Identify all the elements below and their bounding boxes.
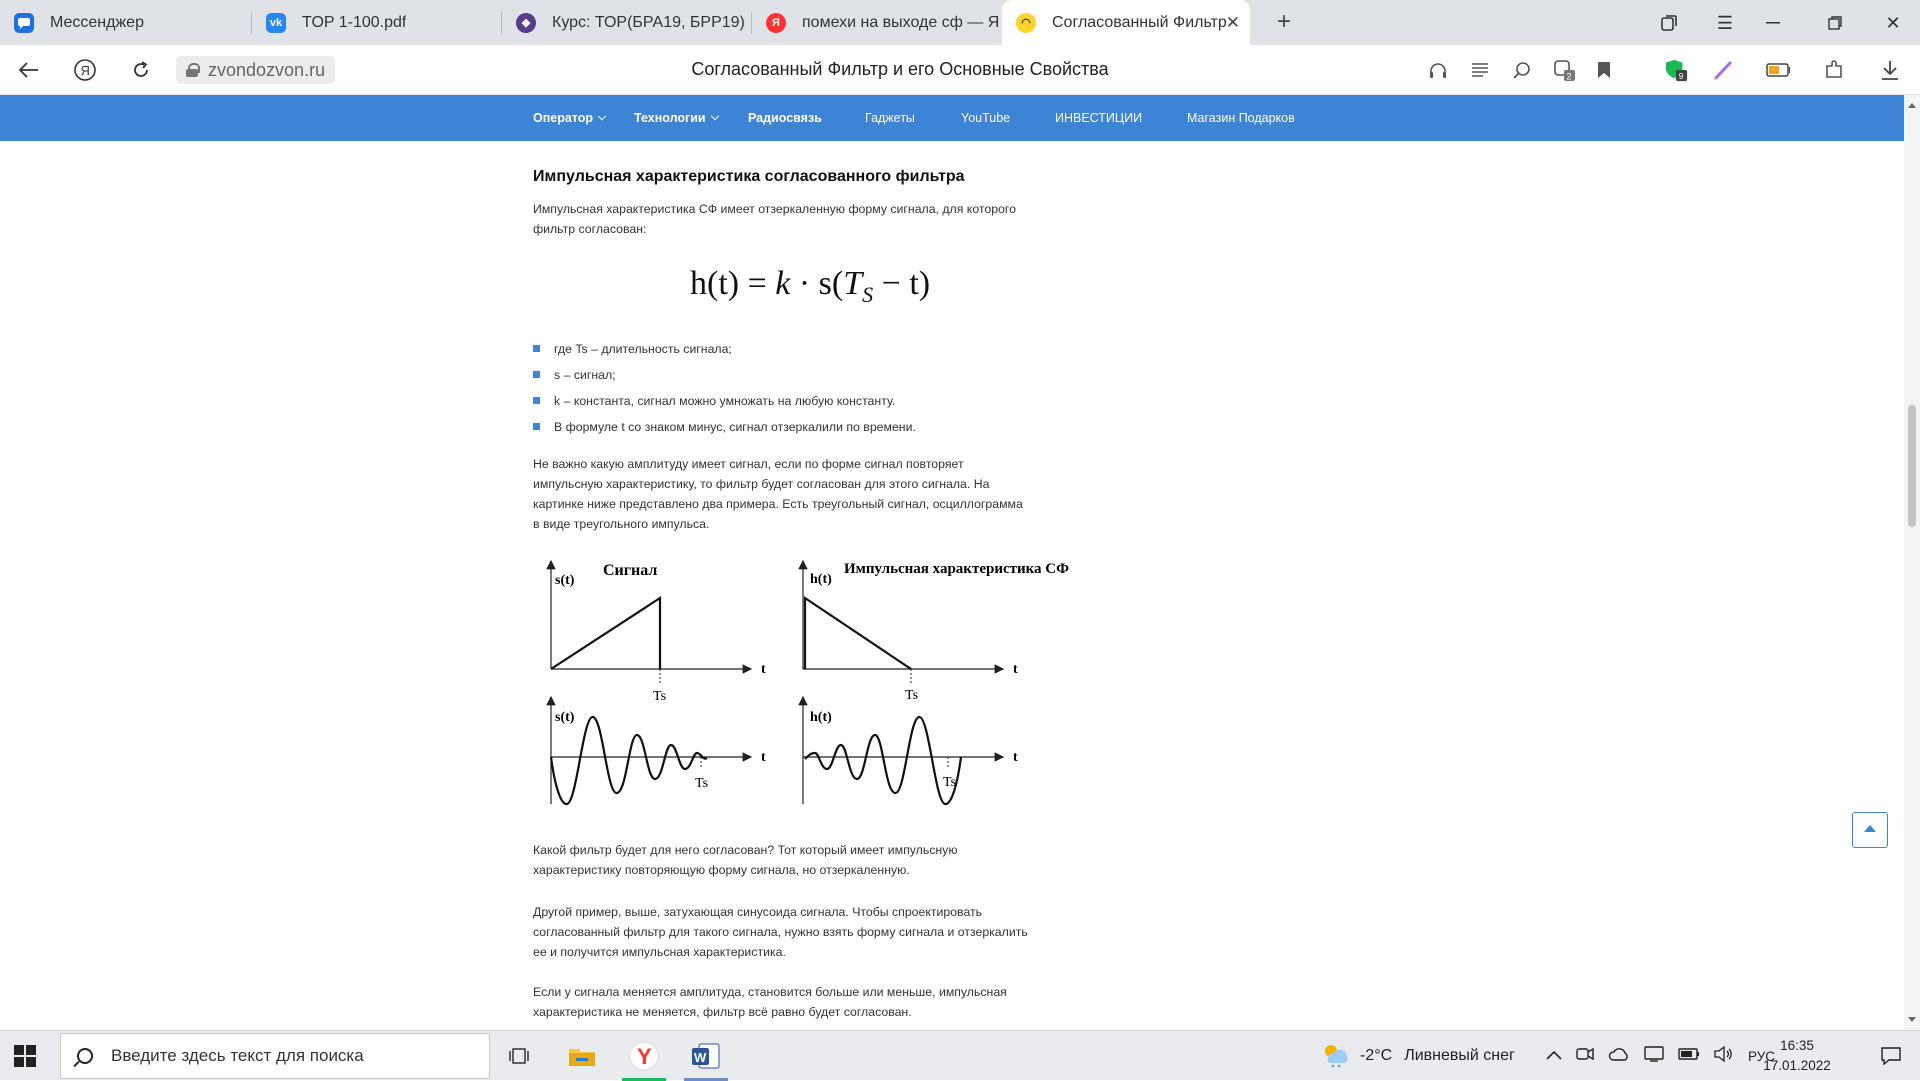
word-icon[interactable] — [680, 1031, 732, 1081]
onedrive-cloud-icon[interactable] — [1608, 1047, 1630, 1066]
extensions-icon[interactable] — [1822, 58, 1846, 82]
battery-saver-icon[interactable] — [1766, 58, 1790, 82]
tab-label: Курс: ТОР(БРА19, БРР19) — [552, 13, 745, 31]
reader-mode-icon[interactable] — [1468, 58, 1492, 82]
task-view-icon[interactable] — [493, 1031, 545, 1081]
t-axis-label: t — [761, 750, 766, 765]
svg-text:2: 2 — [1566, 71, 1572, 82]
site-navigation — [0, 95, 1904, 141]
list-item: s – сигнал; — [533, 365, 916, 391]
search-icon — [77, 1048, 93, 1064]
taskbar-clock[interactable]: 16:35 17.01.2022 — [1763, 1038, 1831, 1073]
browser-tab-strip — [0, 0, 1920, 45]
pen-icon[interactable] — [1712, 58, 1736, 82]
url-text: zvondozvon.ru — [208, 59, 326, 80]
triangle-signal-curve — [551, 598, 660, 669]
ts-label: Ts — [943, 775, 957, 790]
battery-icon[interactable] — [1678, 1047, 1700, 1065]
tab-label: Согласованный Фильтр — [1052, 13, 1227, 31]
impulse-response-formula: $h(t) = k \cdot s(T_S - t)$ — [690, 265, 931, 307]
vertical-scrollbar[interactable] — [1904, 95, 1920, 1030]
tab-top-pdf[interactable] — [252, 0, 502, 45]
windows-taskbar — [0, 1030, 1920, 1080]
chevron-down-icon — [710, 112, 718, 120]
notifications-icon[interactable] — [1868, 1031, 1914, 1081]
nav-item-investments[interactable]: ИНВЕСТИЦИИ — [1055, 111, 1143, 125]
page-title: Согласованный Фильтр и его Основные Свойства — [691, 59, 1109, 79]
new-tab-button[interactable]: + — [1276, 8, 1291, 35]
downloads-icon[interactable] — [1878, 58, 1902, 82]
weather-snow-icon — [1320, 1041, 1350, 1072]
weather-widget[interactable]: -2°C Ливневый снег — [1320, 1031, 1515, 1081]
protect-shield-icon[interactable] — [1664, 58, 1688, 82]
windows-start-icon[interactable] — [14, 1045, 36, 1067]
scroll-down-icon[interactable] — [1908, 1017, 1916, 1022]
signal-label: Сигнал — [603, 562, 658, 579]
volume-icon[interactable] — [1714, 1046, 1734, 1067]
paragraph-question: Какой фильтр будет для него согласован? Тот который имеет импульсную характеристику повторяющую форму сигнала, но отзеркаленную. — [533, 843, 958, 877]
nav-item-technologies[interactable]: Технологии — [634, 95, 718, 141]
nav-item-youtube[interactable]: YouTube — [961, 111, 1011, 125]
svg-text:9: 9 — [1678, 71, 1684, 82]
language-indicator[interactable]: РУС — [1748, 1048, 1776, 1064]
reload-icon[interactable] — [128, 57, 154, 83]
damped-signal-curve — [551, 717, 707, 804]
tab-yandex-search[interactable] — [752, 0, 1002, 45]
ts-label: Ts — [695, 776, 709, 791]
restore-icon[interactable] — [1822, 10, 1848, 36]
ts-label: Ts — [905, 688, 919, 703]
definitions-list — [533, 339, 916, 443]
tab-messenger[interactable] — [0, 0, 252, 45]
tabs-overview-icon[interactable] — [1656, 10, 1682, 36]
svg-text:Y: Y — [637, 1044, 652, 1069]
tabs-collection-icon[interactable] — [1552, 58, 1576, 82]
scroll-to-top-button[interactable] — [1852, 812, 1888, 848]
lock-icon — [186, 63, 198, 77]
meet-now-icon[interactable] — [1576, 1046, 1594, 1067]
t-axis-label: t — [1013, 750, 1018, 765]
h-axis-label: h(t) — [810, 572, 832, 587]
messenger-icon — [14, 13, 34, 33]
address-bar — [0, 45, 1920, 95]
list-item: где Ts – длительность сигнала; — [533, 339, 916, 365]
s-axis-label: s(t) — [555, 710, 575, 725]
close-tab-icon[interactable]: ✕ — [1225, 12, 1240, 32]
yandex-home-icon[interactable] — [72, 57, 98, 83]
tab-course[interactable] — [502, 0, 752, 45]
svg-text:Я: Я — [80, 63, 90, 78]
taskbar-search-input[interactable]: Введите здесь текст для поиска — [60, 1033, 490, 1079]
back-icon[interactable] — [16, 57, 42, 83]
svg-text:W: W — [694, 1050, 707, 1065]
paragraph-amplitude: Не важно какую амплитуду имеет сигнал, если по форме сигнал повторяет импульсную характеристику, то фильтр будет согласован для этого сигнала. На картинке ниже представлено два примера. Есть треугольный сигнал, осциллограмма в виде треугольного импульса. — [533, 457, 1023, 531]
section-heading: Импульсная характеристика согласованного фильтра — [533, 168, 965, 185]
vk-icon: vk — [266, 13, 286, 33]
h-axis-label: h(t) — [810, 710, 832, 725]
nav-item-gadgets[interactable]: Гаджеты — [865, 111, 915, 125]
nav-item-operator[interactable]: Оператор — [533, 95, 605, 141]
tab-label: помехи на выходе сф — Я — [802, 13, 1000, 31]
bookmark-icon[interactable] — [1592, 58, 1616, 82]
tab-label: TOP 1-100.pdf — [302, 13, 407, 31]
chevron-up-icon[interactable] — [1546, 1047, 1562, 1065]
paragraph-damped-example: Другой пример, выше, затухающая синусоида сигнала. Чтобы спроектировать согласованный фильтр для такого сигнала, нужно взять форму сигнала и отзеркалить ее и получится импульсная характеристика. — [533, 905, 1028, 959]
url-field[interactable] — [176, 56, 335, 84]
minimize-icon[interactable] — [1760, 10, 1786, 36]
damped-impulse-curve — [805, 717, 961, 804]
nav-item-radio[interactable]: Радиосвязь — [748, 111, 822, 125]
yandex-browser-taskbar-icon[interactable] — [618, 1031, 670, 1081]
paragraph-amplitude-change: Если у сигнала меняется амплитуда, становится больше или меньше, импульсная характеристика не меняется, фильтр всё равно будет согласован. — [533, 985, 1007, 1019]
tab-label: Мессенджер — [50, 13, 144, 31]
scrollbar-thumb[interactable] — [1908, 405, 1916, 527]
list-item: k – константа, сигнал можно умножать на любую константу. — [533, 391, 916, 417]
zvondozvon-icon: ◠ — [1016, 13, 1036, 33]
tab-active-article[interactable] — [1002, 0, 1250, 45]
yandex-icon: Я — [766, 13, 786, 33]
network-icon[interactable] — [1644, 1046, 1664, 1067]
t-axis-label: t — [1013, 662, 1018, 677]
menu-icon[interactable]: ☰ — [1716, 12, 1734, 33]
course-icon: ◆ — [516, 13, 536, 33]
scroll-up-icon[interactable] — [1908, 103, 1916, 108]
ts-label: Ts — [653, 689, 667, 704]
headphones-icon[interactable] — [1426, 58, 1450, 82]
page-search-icon[interactable] — [1510, 58, 1534, 82]
file-explorer-icon[interactable] — [556, 1031, 608, 1081]
close-window-icon[interactable]: ✕ — [1885, 12, 1901, 33]
triangle-impulse-curve — [805, 598, 911, 669]
nav-item-gift-shop[interactable]: Магазин Подарков — [1187, 111, 1295, 125]
system-tray — [1546, 1031, 1775, 1081]
s-axis-label: s(t) — [555, 573, 575, 588]
list-item: В формуле t со знаком минус, сигнал отзеркалили по времени. — [533, 417, 916, 443]
t-axis-label: t — [761, 662, 766, 677]
signal-impulse-figure — [533, 547, 1083, 817]
impulse-label: Импульсная характеристика СФ — [844, 561, 1070, 577]
intro-paragraph: Импульсная характеристика СФ имеет отзеркаленную форму сигнала, для которого фильтр согласован: — [533, 202, 1016, 236]
chevron-down-icon — [598, 112, 606, 120]
